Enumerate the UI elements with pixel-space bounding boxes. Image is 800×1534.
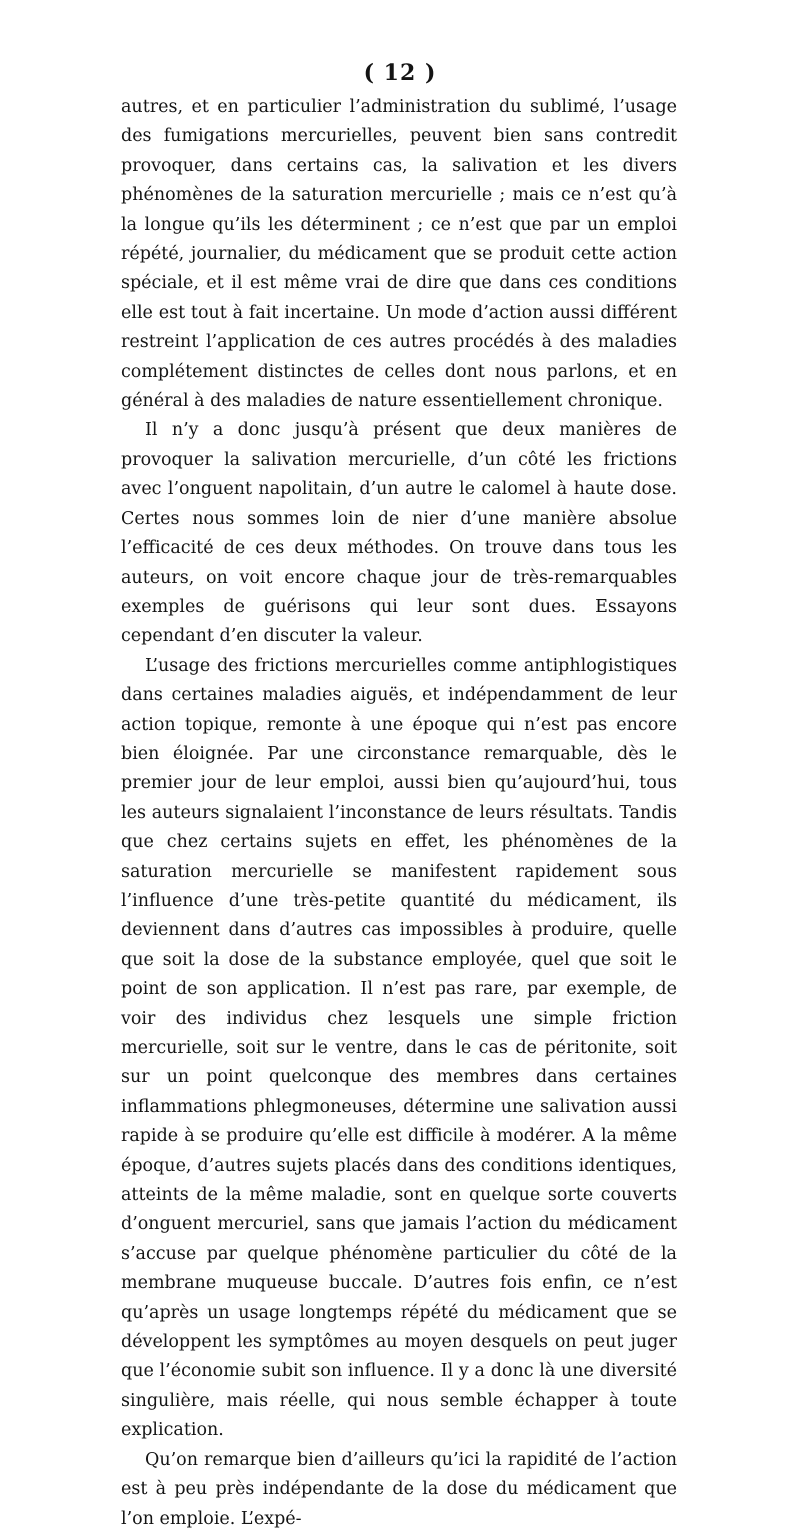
text-body (121, 93, 677, 1534)
paragraph-dose-remark: Qu’on remarque bien d’ailleurs qu’ici la rapidité de l’action est à peu près indépendante de la dose du médicament que l’on emploie. L’expé- (121, 1449, 677, 1529)
paragraph-salivation-methods: Il n’y a donc jusqu’à présent que deux manières de provoquer la salivation mercurielle, d’un côté les frictions avec l’onguent napolitain, d’un autre le calomel à haute dose. Certes nous sommes loin de nier d’une manière absolue l’efficacité de ces deux méthodes. On trouve dans tous les auteurs, on voit encore chaque jour de très-remarquables exemples de guérisons qui leur sont dues. Essayons cependant d’en discuter la valeur. (121, 420, 677, 647)
paragraph-mercurial-frictions: L’usage des frictions mercurielles comme antiphlogistiques dans certaines maladies aiguës, et indépendamment de leur action topique, remonte à une époque qui n’est pas encore bien éloignée. Par une circonstance remarquable, dès le premier jour de leur emploi, aussi bien qu’aujourd’hui, tous les auteurs signalaient l’inconstance de leurs résultats. Tandis que chez certains sujets en effet, les phénomènes de la saturation mercurielle se manifestent rapidement sous l’influence d’une très-petite quantité du médicament, ils deviennent dans d’autres cas impossibles à produire, quelle que soit la dose de la substance employée, quel que soit le point de son application. Il n’est pas rare, par exemple, de voir des individus chez lesquels une simple friction mercurielle, soit sur le ventre, dans le cas de péritonite, soit sur un point quelconque des membres dans certaines inflammations phlegmoneuses, détermine une salivation aussi rapide à se produire qu’elle est difficile à modérer. A la même époque, d’autres sujets placés dans des conditions identiques, atteints de la même maladie, sont en quelque sorte couverts d’onguent mercuriel, sans que jamais l’action du médicament s’accuse par quelque phénomène particulier du côté de la membrane muqueuse buccale. D’autres fois enfin, ce n’est qu’après un usage longtemps répété du médicament que se développent les symptômes au moyen desquels on peut juger que l’économie subit son influence. Il y a donc là une diversité singulière, mais réelle, qui nous semble échapper à toute explication. (121, 655, 677, 1441)
page-number: ( 12 ) (363, 60, 437, 86)
paragraph-continued: autres, et en particulier l’administration du sublimé, l’usage des fumigations mercurielles, peuvent bien sans contredit provoquer, dans certains cas, la salivation et les divers phénomènes de la saturation mercurielle ; mais ce n’est qu’à la longue qu’ils les déterminent ; ce n’est que par un emploi répété, journalier, du médicament que se produit cette action spéciale, et il est même vrai de dire que dans ces conditions elle est tout à fait incertaine. Un mode d’action aussi différent restreint l’application de ces autres procédés à des maladies complétement distinctes de celles dont nous parlons, et en général à des maladies de nature essentiellement chronique. (121, 97, 677, 412)
